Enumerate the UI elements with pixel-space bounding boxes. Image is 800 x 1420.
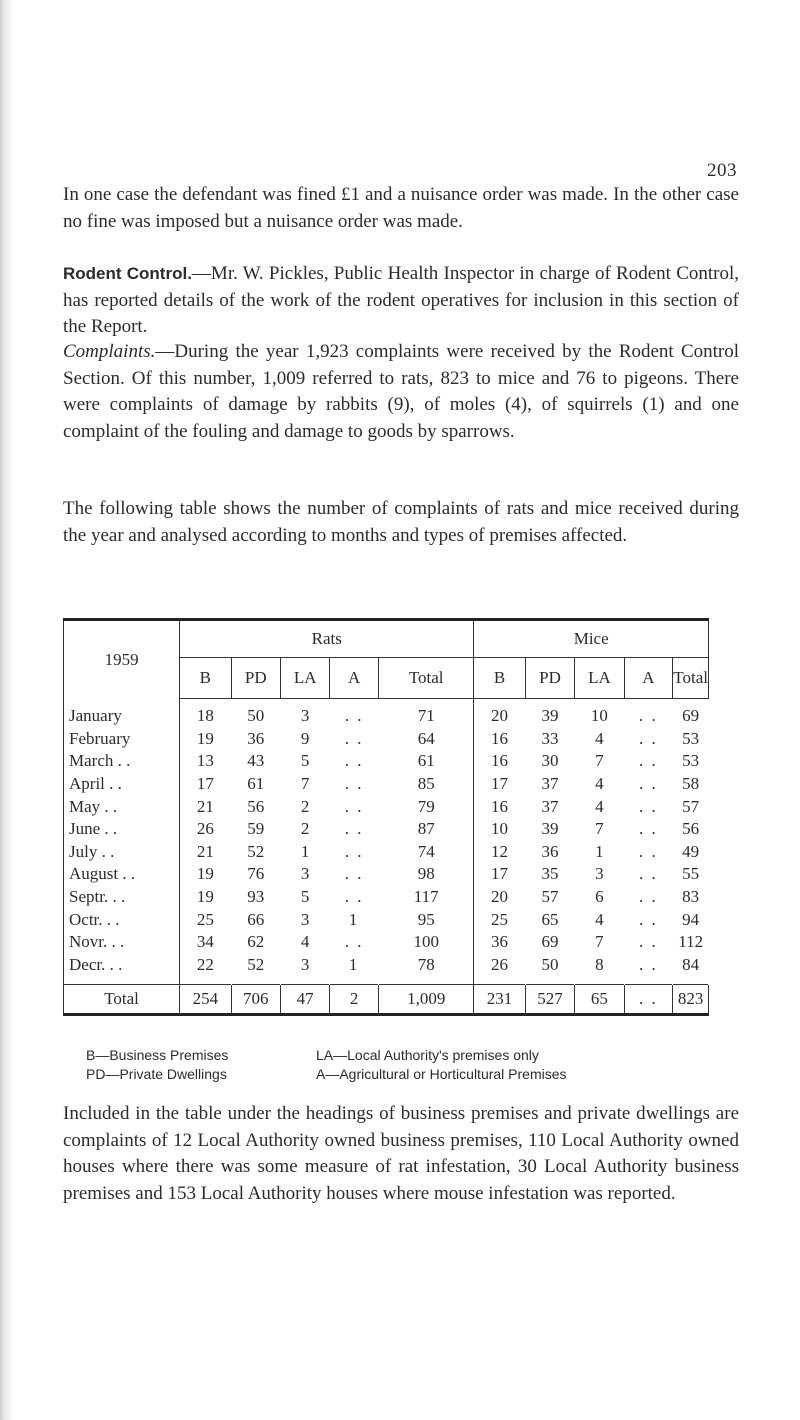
table-row xyxy=(64,728,709,751)
table-cell: 95 xyxy=(379,908,474,931)
table-cell: 36 xyxy=(491,932,509,952)
page-binding-edge xyxy=(0,0,14,1420)
month-label: July . . xyxy=(64,841,180,864)
month-label: January xyxy=(64,699,180,728)
legend-a: A—Agricultural or Horticultural Premises xyxy=(316,1066,567,1082)
table-cell: 74 xyxy=(379,841,474,864)
table-cell: 50 xyxy=(541,954,559,974)
total-row xyxy=(64,985,709,1015)
table-cell: . . xyxy=(639,796,658,816)
table-cell: 7 xyxy=(595,932,604,952)
table-cell: 35 xyxy=(541,864,559,884)
table-cell: 65 xyxy=(541,909,559,929)
col-header: B xyxy=(474,658,525,699)
table-row xyxy=(64,750,709,773)
table-cell: 10 xyxy=(491,819,509,839)
table-cell: 76 xyxy=(247,864,265,884)
table-cell: . . xyxy=(344,728,364,748)
table-cell: 56 xyxy=(682,819,700,839)
table-cell: 22 xyxy=(196,954,214,974)
table-cell: 3 xyxy=(300,954,310,974)
table-cell: 706 xyxy=(231,985,281,1015)
table-row xyxy=(64,863,709,886)
table-row xyxy=(64,699,709,728)
table-cell: 1,009 xyxy=(379,985,474,1015)
table-cell: 4 xyxy=(595,796,604,816)
total-label: Total xyxy=(64,985,180,1015)
table-cell: 84 xyxy=(682,954,700,974)
table-cell: . . xyxy=(344,819,364,839)
legend-pd: PD—Private Dwellings xyxy=(86,1066,227,1082)
table-cell: 83 xyxy=(682,887,700,907)
table-cell: 34 xyxy=(196,932,214,952)
table-cell: 37 xyxy=(541,774,559,794)
col-header: LA xyxy=(575,658,624,699)
table-row xyxy=(64,886,709,909)
table-cell: . . xyxy=(639,774,658,794)
table-cell: 1 xyxy=(595,841,604,861)
col-header: Total xyxy=(673,658,709,699)
table-cell: . . xyxy=(639,909,658,929)
table-cell: 93 xyxy=(247,887,265,907)
table-cell: 19 xyxy=(196,728,214,748)
col-header: B xyxy=(180,658,231,699)
table-cell: 58 xyxy=(682,774,700,794)
table-cell: 3 xyxy=(595,864,604,884)
table-cell: 19 xyxy=(196,887,214,907)
table-cell: 17 xyxy=(491,774,509,794)
table-cell: 26 xyxy=(491,954,509,974)
table-cell: 39 xyxy=(541,706,559,726)
table-cell: 9 xyxy=(300,728,310,748)
table-row xyxy=(64,773,709,796)
legend-b: B—Business Premises xyxy=(86,1047,229,1063)
table-cell: 64 xyxy=(379,728,474,751)
complaints-paragraph xyxy=(63,339,739,445)
complaints-heading: Complaints. xyxy=(63,341,156,362)
table-cell: 7 xyxy=(595,751,604,771)
rodent-control-paragraph xyxy=(63,261,739,341)
table-legend xyxy=(86,1046,746,1084)
table-cell: 94 xyxy=(682,909,700,929)
table-cell: . . xyxy=(639,728,658,748)
col-header: A xyxy=(624,658,673,699)
table-cell: . . xyxy=(639,751,658,771)
col-header: PD xyxy=(231,658,281,699)
table-cell: 1 xyxy=(348,909,360,929)
table-cell: 254 xyxy=(180,985,231,1015)
table-cell: 17 xyxy=(196,774,214,794)
month-label: March . . xyxy=(64,750,180,773)
table-cell: 823 xyxy=(673,985,709,1015)
table-cell: 112 xyxy=(678,932,704,952)
table-cell: . . xyxy=(639,706,658,726)
table-cell: 2 xyxy=(330,985,379,1015)
table-cell: . . xyxy=(639,819,658,839)
table-cell: 4 xyxy=(300,932,310,952)
table-cell: 13 xyxy=(196,751,214,771)
table-cell: 19 xyxy=(196,864,214,884)
table-cell: 56 xyxy=(247,796,265,816)
month-label: Decr. . . xyxy=(64,954,180,985)
complaints-table xyxy=(63,618,709,1016)
table-cell: 7 xyxy=(300,774,310,794)
table-cell: 62 xyxy=(247,932,265,952)
table-cell: . . xyxy=(344,841,364,861)
table-cell: 5 xyxy=(300,751,310,771)
table-cell: 16 xyxy=(491,796,509,816)
table-cell: 3 xyxy=(300,864,310,884)
table-cell: 69 xyxy=(541,932,559,952)
table-cell: 4 xyxy=(595,728,604,748)
rodent-control-heading: Rodent Control. xyxy=(63,264,192,283)
table-cell: 66 xyxy=(247,909,265,929)
table-cell: 21 xyxy=(196,841,214,861)
table-cell: 4 xyxy=(595,774,604,794)
month-label: Octr. . . xyxy=(64,908,180,931)
table-cell: 52 xyxy=(247,841,265,861)
rodent-control-text: —Mr. W. Pickles, Public Health Inspector in charge of Rodent Control, has reported details of the work of the rodent operatives for inclusion in this section of the Report. xyxy=(63,263,739,337)
table-cell: 25 xyxy=(491,909,509,929)
table-cell: 4 xyxy=(595,909,604,929)
table-cell: 5 xyxy=(300,887,310,907)
col-header: Total xyxy=(379,658,474,699)
month-label: Novr. . . xyxy=(64,931,180,954)
table-cell: 12 xyxy=(491,841,509,861)
table-cell: 39 xyxy=(541,819,559,839)
table-row xyxy=(64,841,709,864)
table-cell: 43 xyxy=(247,751,265,771)
table-cell: . . xyxy=(344,932,364,952)
table-intro-paragraph: The following table shows the number of complaints of rats and mice received during the year and analysed according to months and types of premises affected. xyxy=(63,498,739,546)
table-cell: 47 xyxy=(281,985,330,1015)
table-cell: 55 xyxy=(682,864,700,884)
table-cell: 8 xyxy=(595,954,604,974)
month-label: Septr. . . xyxy=(64,886,180,909)
table-cell: 33 xyxy=(541,728,559,748)
month-label: April . . xyxy=(64,773,180,796)
col-header: PD xyxy=(525,658,575,699)
table-cell: 3 xyxy=(300,909,310,929)
table-cell: . . xyxy=(639,954,658,974)
complaints-text: —During the year 1,923 complaints were received by the Rodent Control Section. Of this number, 1,009 referred to rats, 823 to mice and 76 to pigeons. There were complaints of damage by rabbits (9), of moles (4), of squirrels (1) and one complaint of the fouling and damage to goods by sparrows. xyxy=(63,341,739,442)
month-label: June . . xyxy=(64,818,180,841)
table-cell: 30 xyxy=(541,751,559,771)
legend-la: LA—Local Authority's premises only xyxy=(316,1047,539,1063)
intro-paragraph: In one case the defendant was fined £1 and a nuisance order was made. In the other case no fine was imposed but a nuisance order was made. xyxy=(63,184,739,232)
table-row xyxy=(64,908,709,931)
table-cell: . . xyxy=(639,932,658,952)
table-cell: 53 xyxy=(682,728,700,748)
table-cell: 71 xyxy=(379,699,474,728)
table-cell: 52 xyxy=(247,954,265,974)
table-cell: 6 xyxy=(595,887,604,907)
table-cell: 231 xyxy=(474,985,525,1015)
table-cell: 7 xyxy=(595,819,604,839)
table-cell: . . xyxy=(639,864,658,884)
table-cell: 85 xyxy=(379,773,474,796)
month-label: May . . xyxy=(64,795,180,818)
table-cell: 78 xyxy=(379,954,474,985)
table-row xyxy=(64,818,709,841)
table-cell: 100 xyxy=(379,931,474,954)
rats-header: Rats xyxy=(180,620,474,658)
table-cell: . . xyxy=(344,796,364,816)
table-cell: 57 xyxy=(541,887,559,907)
table-cell: 61 xyxy=(379,750,474,773)
table-cell: 17 xyxy=(491,864,509,884)
table-cell: . . xyxy=(344,706,364,726)
table-cell: 16 xyxy=(491,728,509,748)
table-cell: . . xyxy=(344,887,364,907)
table-cell: 37 xyxy=(541,796,559,816)
table-cell: 65 xyxy=(575,985,624,1015)
table-cell: 26 xyxy=(196,819,214,839)
table-cell: 16 xyxy=(491,751,509,771)
table-cell: 69 xyxy=(682,706,700,726)
table-cell: . . xyxy=(639,887,658,907)
table-row xyxy=(64,954,709,985)
table-cell: 59 xyxy=(247,819,265,839)
table-cell: 87 xyxy=(379,818,474,841)
table-cell: 20 xyxy=(491,706,509,726)
table-cell: 53 xyxy=(682,751,700,771)
mice-header: Mice xyxy=(474,620,709,658)
table-cell: 61 xyxy=(247,774,265,794)
table-cell: 1 xyxy=(300,841,310,861)
table-cell: 3 xyxy=(300,706,310,726)
table-cell: 36 xyxy=(541,841,559,861)
table-cell: 98 xyxy=(379,863,474,886)
table-cell: 10 xyxy=(590,706,608,726)
table-cell: 21 xyxy=(196,796,214,816)
table-row xyxy=(64,795,709,818)
table-cell: 18 xyxy=(196,706,214,726)
page-number: 203 xyxy=(707,160,737,181)
table-cell: . . xyxy=(639,841,658,861)
month-label: February xyxy=(64,728,180,751)
table-cell: 79 xyxy=(379,795,474,818)
col-header: LA xyxy=(281,658,330,699)
table-cell: . . xyxy=(344,864,364,884)
table-cell: 25 xyxy=(196,909,214,929)
closing-paragraph: Included in the table under the headings of business premises and private dwellings are complaints of 12 Local Authority owned business premises, 110 Local Authority owned houses where there was some measure of rat infestation, 30 Local Authority business premises and 153 Local Authority houses where mouse infestation was reported. xyxy=(63,1103,739,1204)
table-cell: 1 xyxy=(348,954,360,974)
month-label: August . . xyxy=(64,863,180,886)
table-cell: 2 xyxy=(300,819,310,839)
table-cell: 20 xyxy=(491,887,509,907)
table-cell: . . xyxy=(624,985,673,1015)
table-cell: . . xyxy=(344,774,364,794)
table-cell: 527 xyxy=(525,985,575,1015)
table-cell: 36 xyxy=(247,728,265,748)
table-cell: 57 xyxy=(682,796,700,816)
table-cell: 49 xyxy=(682,841,700,861)
table-cell: 2 xyxy=(300,796,310,816)
table-cell: 50 xyxy=(247,706,265,726)
col-header: A xyxy=(330,658,379,699)
table-cell: 117 xyxy=(379,886,474,909)
year-header: 1959 xyxy=(64,620,180,699)
table-cell: . . xyxy=(344,751,364,771)
table-row xyxy=(64,931,709,954)
